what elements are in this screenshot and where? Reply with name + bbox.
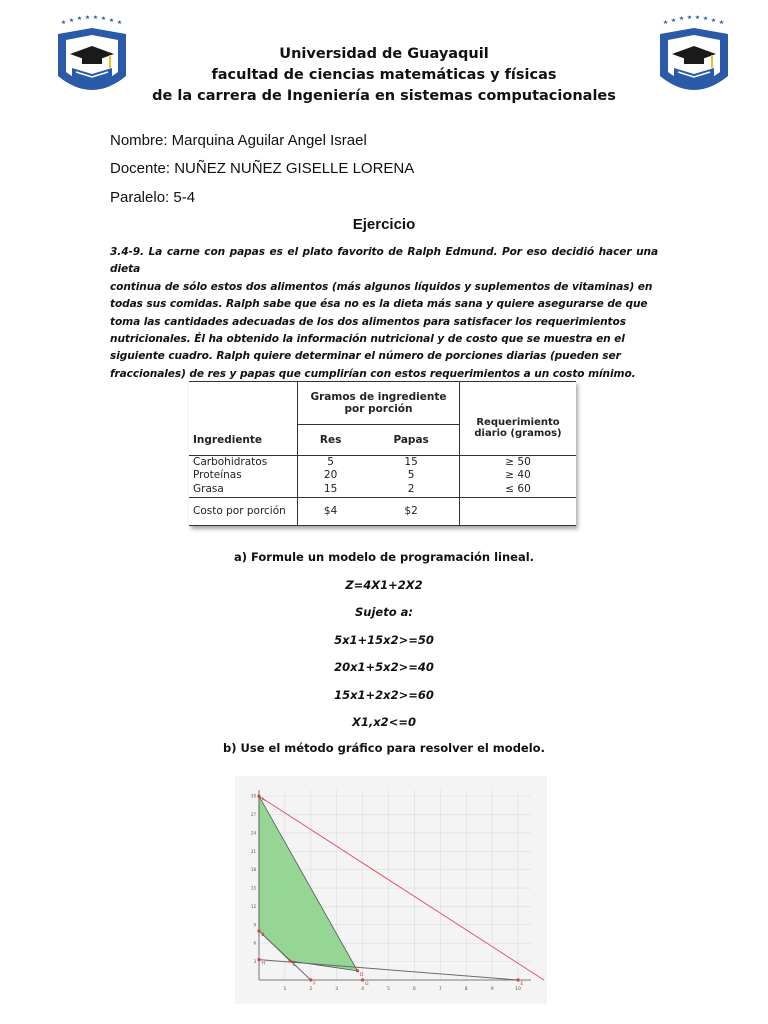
table-cell: $4 (298, 497, 364, 525)
constraint-3: 15x1+2x2>=60 (334, 688, 434, 702)
objective-function: Z=4X1+2X2 (345, 578, 423, 592)
table-cell: 5 (407, 469, 415, 482)
table-cell: 2 (363, 482, 459, 497)
student-name: Nombre: Marquina Aguilar Angel Israel (110, 132, 367, 149)
constraint-2: 20x1+5x2>=40 (334, 660, 434, 674)
table-group-header: Gramos de ingrediente por porción (298, 382, 460, 425)
part-a-prefix: a) (233, 550, 247, 564)
problem-line: todas sus comidas. Ralph sabe que ésa no es la dieta más sana y quiere asegurarse de que (110, 298, 648, 311)
problem-line: 3.4-9. La carne con papas es el plato favorito de Ralph Edmund. Por eso decidió hacer una dieta (110, 246, 658, 276)
problem-line: nutricionales. Él ha obtenido la información nutricional y de costo que se muestra en el (110, 333, 625, 346)
table-cell: 15 (298, 482, 364, 497)
vertex-label: F (313, 982, 316, 987)
table-cell: ≥ 40 (460, 469, 577, 482)
table-row-name: Carbohidratos (193, 456, 268, 469)
x-tick-label: 9 (490, 987, 494, 992)
header-career: de la carrera de Ingeniería en sistemas computacionales (152, 88, 616, 104)
x-tick-label: 4 (361, 987, 365, 992)
problem-statement (110, 244, 658, 383)
vertex-label: D (359, 972, 364, 978)
problem-line: siguiente cuadro. Ralph quiere determinar el número de porciones diarias (pueden ser (110, 350, 621, 363)
y-tick-label: 15 (250, 885, 256, 891)
exercise-title: Ejercicio (352, 216, 416, 233)
y-tick-label: 3 (253, 959, 256, 965)
y-tick-label: 24 (250, 830, 256, 836)
table-cell: ≤ 60 (460, 482, 577, 497)
table-cell: 15 (404, 456, 418, 469)
vertex-label: C (292, 963, 296, 968)
graphical-method-chart (235, 776, 547, 1004)
vertex-point (257, 929, 260, 932)
table-header-papas: Papas (363, 425, 459, 455)
header-university: Universidad de Guayaquil (279, 46, 489, 62)
vertex-point (257, 795, 260, 798)
table-header-requerimiento: Requerimiento diario (gramos) (460, 413, 577, 443)
table-cell: 20 (298, 469, 364, 482)
document-header (0, 44, 768, 107)
vertex-point (356, 969, 359, 972)
vertex-point (288, 959, 291, 962)
subject-to: Sujeto a: (355, 605, 413, 619)
table-row-name: Costo por porción (189, 497, 298, 525)
part-a-title: Formule un modelo de programación lineal. (246, 550, 535, 564)
part-b-title: Use el método gráfico para resolver el modelo. (236, 741, 545, 755)
x-tick-label: 5 (387, 987, 390, 992)
y-tick-label: 12 (250, 903, 256, 909)
x-tick-label: 2 (309, 987, 313, 992)
y-tick-label: 21 (250, 848, 256, 854)
part-b-heading (0, 741, 768, 755)
table-header-ingrediente: Ingrediente (189, 425, 298, 455)
header-faculty: facultad de ciencias matemáticas y físicas (211, 67, 557, 83)
vertex-label: G (365, 982, 369, 987)
y-tick-label: 18 (250, 867, 256, 873)
vertex-point (257, 958, 260, 961)
vertex-label: B (261, 932, 265, 938)
vertex-label: E (520, 982, 524, 987)
problem-line: continua de sólo estos dos alimentos (más algunos líquidos y suplementos de vitaminas) en (110, 280, 653, 293)
y-tick-label: 27 (250, 812, 256, 818)
x-tick-label: 7 (438, 987, 442, 992)
y-tick-label: 6 (253, 940, 256, 946)
table-row-name: Proteínas (193, 469, 242, 482)
table-row-name: Grasa (189, 482, 298, 497)
part-a-heading (0, 550, 768, 564)
problem-line: toma las cantidades adecuadas de los dos alimentos para satisfacer los requerimientos (110, 315, 626, 328)
problem-line: fraccionales) de res y papas que cumplirían con estos requerimientos a un costo mínimo. (110, 367, 636, 380)
vertex-label: A (261, 798, 265, 804)
part-b-prefix: b) (223, 741, 237, 755)
y-tick-label: 9 (253, 922, 256, 928)
table-cell: ≥ 50 (460, 455, 577, 469)
nutrition-table (189, 381, 576, 526)
nonnegativity: X1,x2<=0 (352, 715, 416, 729)
teacher-name: Docente: NUÑEZ NUÑEZ GISELLE LORENA (110, 160, 415, 177)
vertex-point (361, 978, 364, 981)
vertex-point (516, 978, 519, 981)
x-tick-label: 8 (464, 987, 468, 992)
section-number: Paralelo: 5-4 (110, 189, 196, 206)
x-tick-label: 10 (515, 987, 521, 992)
table-cell: $2 (363, 497, 459, 525)
table-header-res: Res (298, 425, 364, 455)
vertex-label: H (261, 961, 265, 967)
x-tick-label: 6 (412, 987, 416, 992)
x-tick-label: 1 (283, 987, 287, 992)
vertex-point (309, 978, 312, 981)
x-tick-label: 3 (335, 987, 339, 992)
y-tick-label: 30 (250, 793, 256, 799)
constraint-1: 5x1+15x2>=50 (334, 633, 434, 647)
table-cell: 5 (298, 455, 364, 469)
